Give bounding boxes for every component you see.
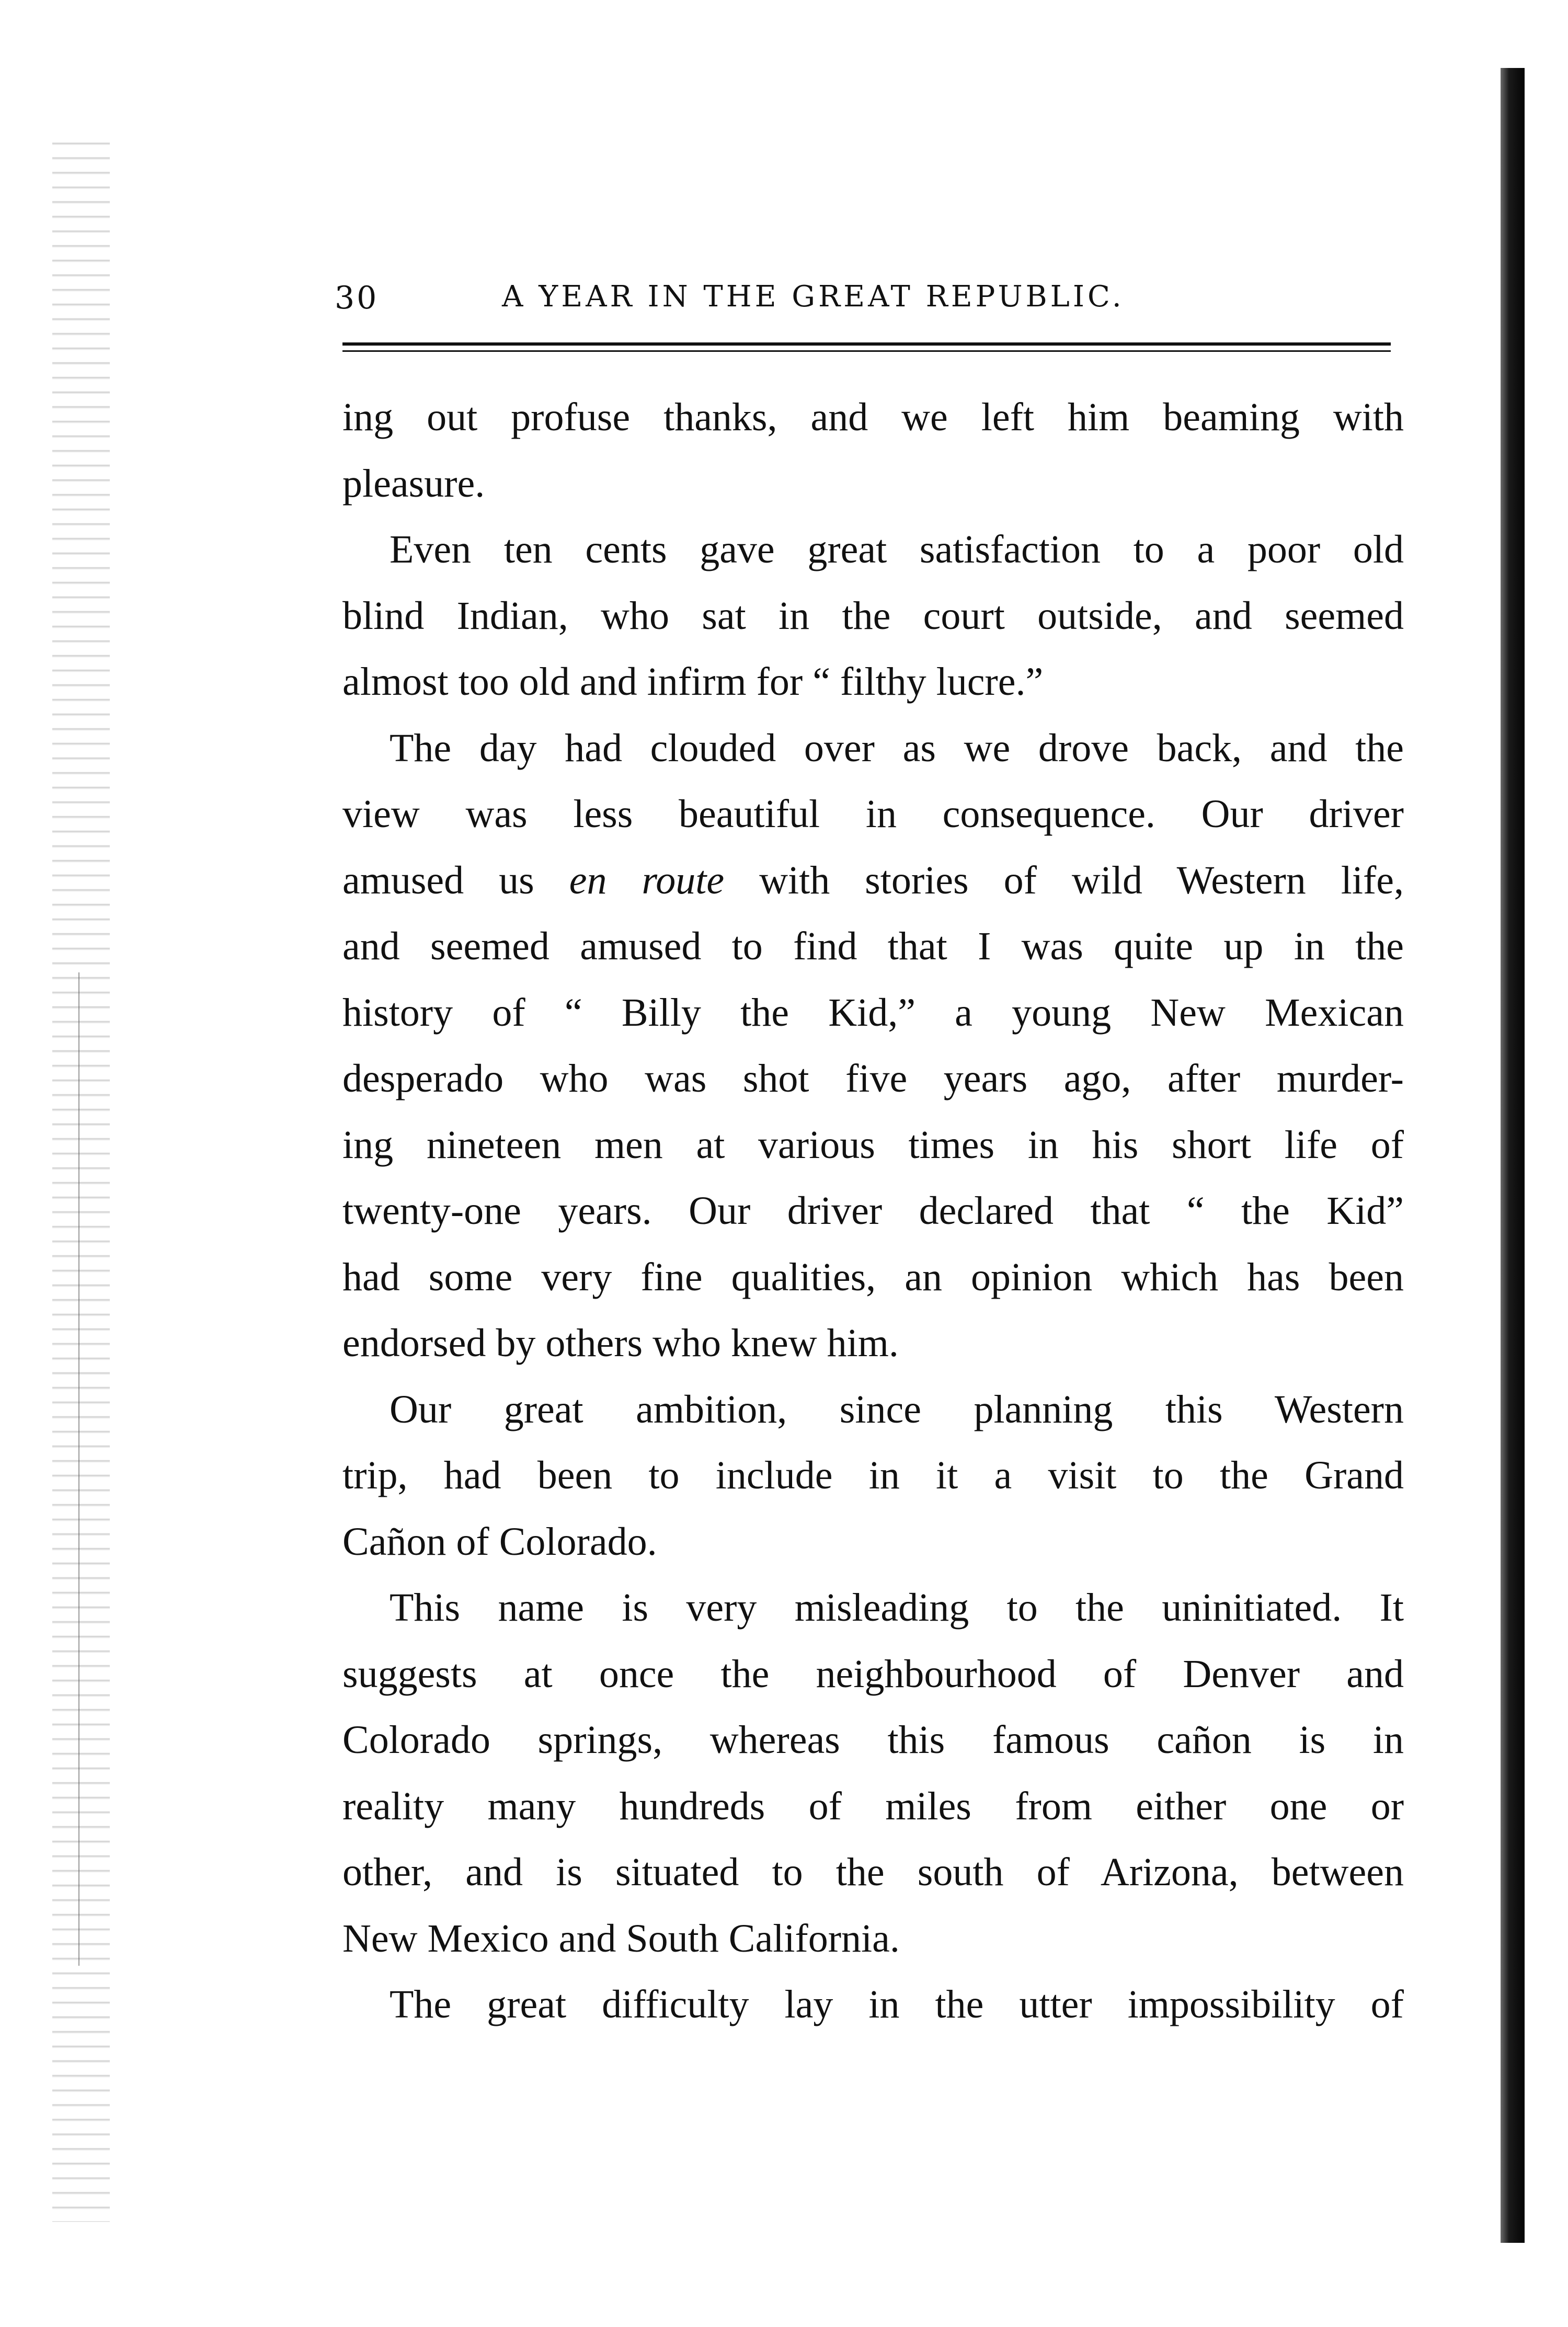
text-line: pleasure. (342, 461, 485, 506)
text-line: desperado who was shot five years ago, after murder- (342, 1057, 1404, 1101)
italic-phrase: en route (569, 858, 725, 902)
text-line-mixed (342, 847, 1404, 914)
text-line: trip, had been to include in it a visit to the Grand (342, 1453, 1404, 1497)
header-rule-thin (342, 350, 1391, 352)
text-segment: amused us (342, 858, 534, 902)
text-line: reality many hundreds of miles from either one or (342, 1784, 1404, 1828)
page-number: 30 (335, 280, 379, 316)
text-line: The day had clouded over as we drove back, and the (390, 726, 1404, 770)
text-line: Our great ambition, since planning this Western (390, 1387, 1404, 1431)
running-title: A YEAR IN THE GREAT REPUBLIC. (502, 280, 1125, 314)
text-line: ing nineteen men at various times in his short life of (342, 1122, 1404, 1167)
text-line: view was less beautiful in consequence. Our driver (342, 792, 1404, 836)
scan-gutter-specks (52, 131, 110, 2222)
running-head (335, 280, 1391, 327)
text-line: The great difficulty lay in the utter impossibility of (390, 1982, 1404, 2026)
text-segment: with stories of wild Western life, (759, 858, 1404, 902)
text-line: Even ten cents gave great satisfaction to a poor old (390, 528, 1404, 571)
text-line: had some very fine qualities, an opinion which has been (342, 1255, 1404, 1299)
text-line: This name is very misleading to the uninitiated. It (390, 1586, 1404, 1630)
text-line: twenty-one years. Our driver declared that “ the Kid” (342, 1189, 1404, 1233)
text-line: blind Indian, who sat in the court outside, and seemed (342, 593, 1404, 638)
text-line: history of “ Billy the Kid,” a young New Mexican (342, 990, 1404, 1035)
text-line: suggests at once the neighbourhood of Denver and (342, 1652, 1404, 1696)
text-line: Cañon of Colorado. (342, 1519, 657, 1564)
text-line: Colorado springs, whereas this famous cañon is in (342, 1718, 1404, 1762)
text-line: and seemed amused to find that I was quite up in the (342, 924, 1404, 968)
text-line: other, and is situated to the south of Arizona, between (342, 1850, 1404, 1894)
text-line: New Mexico and South California. (342, 1916, 900, 1961)
body-text (342, 384, 1404, 2038)
scan-gutter-line (78, 972, 79, 1966)
binding-shadow (1501, 68, 1525, 2243)
header-rule-thick (342, 342, 1391, 346)
text-line: endorsed by others who knew him. (342, 1321, 899, 1365)
text-line: ing out profuse thanks, and we left him beaming with (342, 395, 1404, 439)
text-line: almost too old and infirm for “ filthy lucre.” (342, 660, 1044, 704)
